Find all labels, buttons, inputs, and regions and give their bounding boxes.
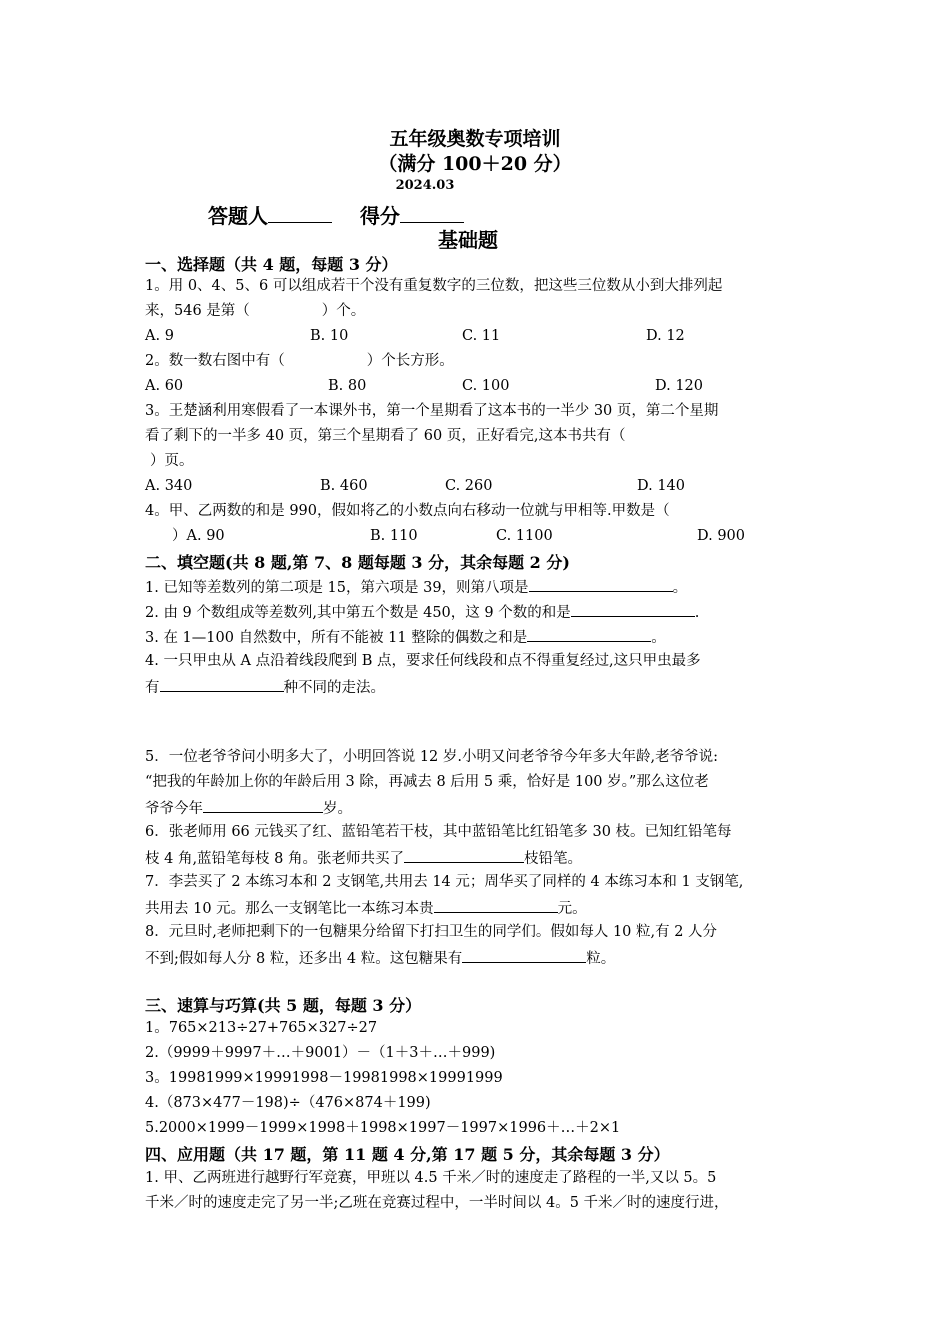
s2-q2-blank[interactable] bbox=[571, 601, 695, 617]
s1-q1-option-c[interactable]: C. 11 bbox=[462, 328, 501, 344]
s1-q2-text-end: ）个长方形。 bbox=[366, 353, 454, 369]
s2-q3-end: 。 bbox=[651, 630, 666, 646]
s2-q1 bbox=[145, 576, 687, 598]
s1-q1-option-b[interactable]: B. 10 bbox=[310, 328, 349, 344]
s2-q1-text: 1. 已知等差数列的第二项是 15，第六项是 39，则第八项是 bbox=[145, 580, 529, 596]
s2-q6-blank[interactable] bbox=[404, 847, 524, 863]
s1-q2-option-a[interactable]: A. 60 bbox=[145, 378, 184, 394]
s2-q5-line1: 5．一位老爷爷问小明多大了，小明回答说 12 岁.小明又问老爷爷今年多大年龄,老爷爷说: bbox=[145, 749, 718, 765]
s2-q8-line1: 8．元旦时,老师把剩下的一包糖果分给留下打扫卫生的同学们。假如每人 10 粒,有 2 人分 bbox=[145, 924, 718, 940]
s2-q7-line1: 7．李芸买了 2 本练习本和 2 支钢笔,共用去 14 元；周华买了同样的 4 本练习本和 1 支钢笔, bbox=[145, 874, 744, 890]
s3-q4: 4.（873×477－198)÷（476×874＋199) bbox=[145, 1095, 431, 1111]
s1-q3-option-d[interactable]: D. 140 bbox=[637, 478, 686, 494]
s2-q1-end: 。 bbox=[672, 580, 688, 596]
s1-q2-option-c[interactable]: C. 100 bbox=[462, 378, 510, 394]
s2-q8-end: 粒。 bbox=[586, 951, 616, 967]
s2-q4-line1: 4. 一只甲虫从 A 点沿着线段爬到 B 点，要求任何线段和点不得重复经过,这只甲虫最多 bbox=[145, 653, 701, 669]
section-4-heading: 四、应用题（共 17 题，第 11 题 4 分,第 17 题 5 分，其余每题 3 分） bbox=[145, 1145, 670, 1164]
s2-q4-line2 bbox=[145, 676, 385, 698]
s2-q8-text: 不到;假如每人分 8 粒，还多出 4 粒。这包糖果有 bbox=[145, 951, 463, 967]
s2-q6-text: 枝 4 角,蓝铅笔每枝 8 角。张老师共买了 bbox=[145, 851, 404, 867]
answerer-label: 答题人 bbox=[208, 204, 268, 228]
s1-q2-option-b[interactable]: B. 80 bbox=[328, 378, 367, 394]
s1-q3-line3: ）页。 bbox=[150, 453, 194, 469]
s2-q3 bbox=[145, 626, 666, 648]
s1-q4-option-b[interactable]: B. 110 bbox=[370, 528, 418, 544]
s2-q6-line2 bbox=[145, 847, 582, 869]
section-1-heading: 一、选择题（共 4 题，每题 3 分） bbox=[145, 255, 398, 274]
s2-q7-end: 元。 bbox=[557, 901, 587, 917]
s2-q5-text: 爷爷今年 bbox=[145, 801, 203, 817]
s2-q2 bbox=[145, 601, 699, 623]
score-label: 得分 bbox=[359, 204, 400, 228]
s3-q5: 5.2000×1999－1999×1998＋1998×1997－1997×1996＋…＋2×1 bbox=[145, 1120, 621, 1136]
exam-date: 2024.03 bbox=[395, 178, 455, 193]
s1-q1-text-end: ）个。 bbox=[321, 303, 366, 319]
s1-q2-line bbox=[145, 351, 454, 371]
basic-heading: 基础题 bbox=[438, 228, 498, 252]
s1-q1-text: 来，546 是第（ bbox=[145, 303, 250, 319]
s1-q3-line2: 看了剩下的一半多 40 页，第三个星期看了 60 页，正好看完,这本书共有（ bbox=[145, 428, 626, 444]
s1-q3-line1: 3。王楚涵利用寒假看了一本课外书，第一个星期看了这本书的一半少 30 页，第二个星期 bbox=[145, 403, 719, 419]
s2-q3-blank[interactable] bbox=[527, 626, 651, 642]
s2-q6-end: 枝铅笔。 bbox=[524, 851, 582, 867]
s2-q5-line3 bbox=[145, 797, 352, 819]
s3-q3: 3。19981999×19991998－19981998×19991999 bbox=[145, 1070, 503, 1086]
answerer-blank[interactable] bbox=[268, 207, 332, 223]
s2-q7-line2 bbox=[145, 897, 587, 919]
s2-q5-line2: “把我的年龄加上你的年龄后用 3 除，再减去 8 后用 5 乘，恰好是 100 岁。”那么这位老 bbox=[145, 774, 709, 790]
s4-q1-line1: 1. 甲、乙两班进行越野行军竞赛，甲班以 4.5 千米／时的速度走了路程的一半,又以 5。5 bbox=[145, 1170, 717, 1186]
answer-line bbox=[208, 200, 464, 229]
section-3-heading: 三、速算与巧算(共 5 题，每题 3 分） bbox=[145, 996, 422, 1015]
s2-q2-text: 2. 由 9 个数组成等差数列,其中第五个数是 450，这 9 个数的和是 bbox=[145, 605, 571, 621]
s2-q8-line2 bbox=[145, 947, 615, 969]
s2-q7-blank[interactable] bbox=[434, 897, 558, 913]
s2-q8-blank[interactable] bbox=[462, 947, 586, 963]
exam-title: 五年级奥数专项培训 bbox=[389, 128, 561, 150]
s1-q2-text: 2。数一数右图中有（ bbox=[145, 353, 285, 369]
s1-q1-option-d[interactable]: D. 12 bbox=[646, 328, 685, 344]
s1-q1-option-a[interactable]: A. 9 bbox=[145, 328, 174, 344]
score-blank[interactable] bbox=[400, 207, 464, 223]
s3-q2: 2.（9999＋9997＋…＋9001）－（1＋3＋…＋999) bbox=[145, 1045, 496, 1061]
s2-q4-end: 种不同的走法。 bbox=[283, 680, 385, 696]
exam-subtitle: （满分 100＋20 分） bbox=[378, 153, 572, 175]
s1-q1-line2 bbox=[145, 301, 365, 321]
s2-q4-blank[interactable] bbox=[160, 676, 284, 692]
s4-q1-line2: 千米／时的速度走完了另一半;乙班在竞赛过程中，一半时间以 4。5 千米／时的速度行进， bbox=[145, 1195, 729, 1211]
s1-q4-line1: 4。甲、乙两数的和是 990，假如将乙的小数点向右移动一位就与甲相等.甲数是（ bbox=[145, 503, 670, 519]
section-2-heading: 二、填空题(共 8 题,第 7、8 题每题 3 分，其余每题 2 分) bbox=[145, 553, 570, 572]
s2-q6-line1: 6．张老师用 66 元钱买了红、蓝铅笔若干枝，其中蓝铅笔比红铅笔多 30 枝。已知红铅笔每 bbox=[145, 824, 732, 840]
s2-q3-text: 3. 在 1—100 自然数中，所有不能被 11 整除的偶数之和是 bbox=[145, 630, 528, 646]
s3-q1: 1。765×213÷27+765×327÷27 bbox=[145, 1020, 378, 1036]
s1-q3-option-c[interactable]: C. 260 bbox=[445, 478, 493, 494]
s1-q4-option-a[interactable]: ）A. 90 bbox=[172, 528, 225, 544]
s2-q5-end: 岁。 bbox=[323, 801, 352, 817]
s1-q2-option-d[interactable]: D. 120 bbox=[655, 378, 704, 394]
s1-q4-option-d[interactable]: D. 900 bbox=[697, 528, 746, 544]
s1-q3-option-b[interactable]: B. 460 bbox=[320, 478, 368, 494]
s2-q4-text: 有 bbox=[145, 680, 160, 696]
s2-q2-end: . bbox=[694, 605, 700, 621]
s2-q7-text: 共用去 10 元。那么一支钢笔比一本练习本贵 bbox=[145, 901, 434, 917]
s2-q1-blank[interactable] bbox=[529, 576, 673, 592]
s1-q3-option-a[interactable]: A. 340 bbox=[145, 478, 193, 494]
s1-q1-line1: 1。用 0、4、5、6 可以组成若干个没有重复数字的三位数，把这些三位数从小到大排列起 bbox=[145, 278, 723, 294]
s1-q4-option-c[interactable]: C. 1100 bbox=[496, 528, 553, 544]
s2-q5-blank[interactable] bbox=[203, 797, 323, 813]
